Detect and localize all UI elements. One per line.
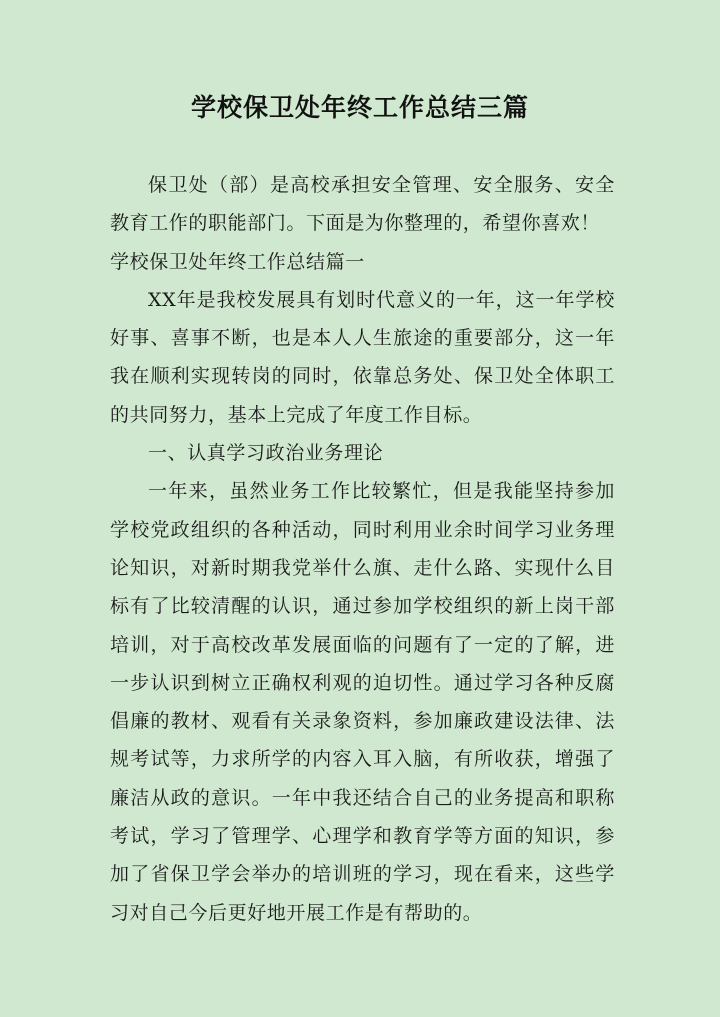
document-body xyxy=(110,166,615,932)
section-heading: 学校保卫处年终工作总结篇一 xyxy=(110,250,365,273)
body-paragraph: 一年来，虽然业务工作比较繁忙，但是我能坚持参加学校党政组织的各种活动，同时利用业余时间学习业务理论知识，对新时期我党举什么旗、走什么路、实现什么目标有了比较清醒的认识，通过参加学校组织的新上岗干部培训，对于高校改革发展面临的问题有了一定的了解，进一步认识到树立正确权利观的迫切性。通过学习各种反腐倡廉的教材、观看有关录象资料，参加廉政建设法律、法规考试等，力求所学的内容入耳入脑，有所收获，增强了廉洁从政的意识。一年中我还结合自己的业务提高和职称考试，学习了管理学、心理学和教育学等方面的知识，参加了省保卫学会举办的培训班的学习，现在看来，这些学习对自己今后更好地开展工作是有帮助的。 xyxy=(110,480,615,924)
subsection-heading: 一、认真学习政治业务理论 xyxy=(148,442,384,465)
intro-paragraph: 保卫处（部）是高校承担安全管理、安全服务、安全教育工作的职能部门。下面是为你整理的，希望你喜欢！ xyxy=(110,174,615,235)
document-title: 学校保卫处年终工作总结三篇 xyxy=(190,93,529,122)
body-paragraph: XX年是我校发展具有划时代意义的一年，这一年学校好事、喜事不断，也是本人人生旅途的重要部分，这一年我在顺利实现转岗的同时，依靠总务处、保卫处全体职工的共同努力，基本上完成了年度工作目标。 xyxy=(110,288,615,426)
